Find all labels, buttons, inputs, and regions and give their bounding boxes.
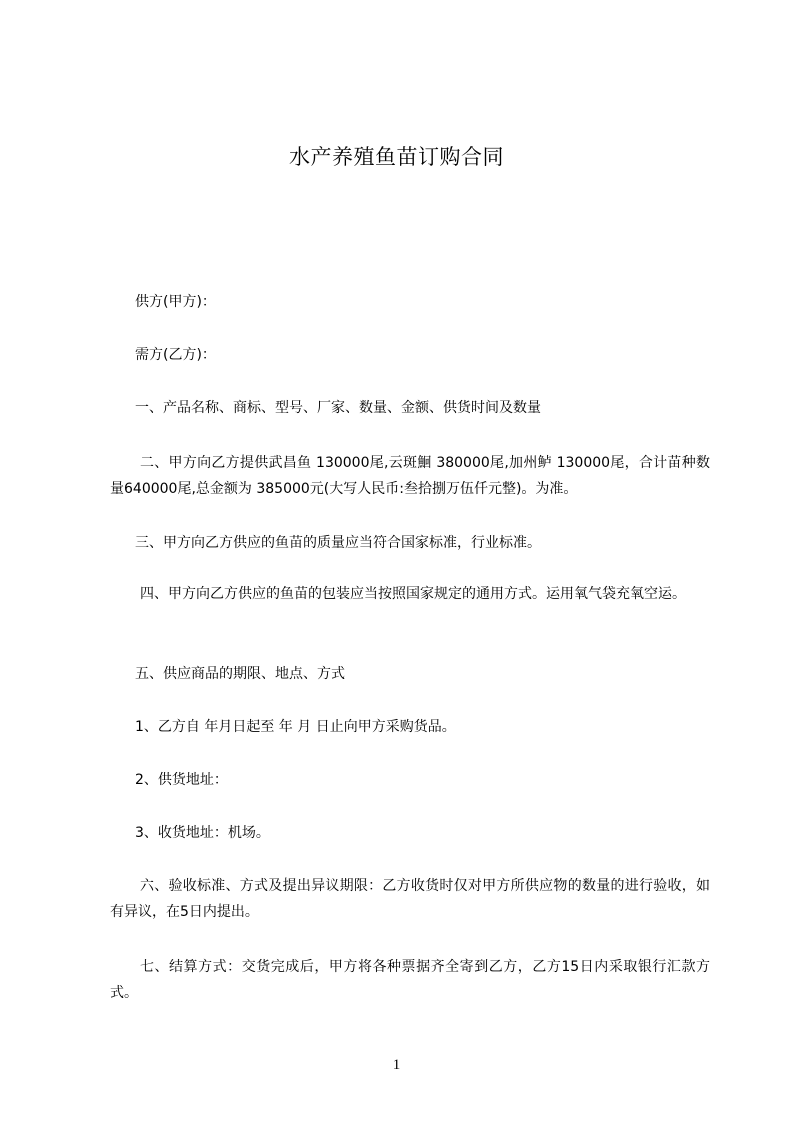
supplier-line: 供方(甲方)： [135, 294, 216, 310]
clause-5-item-3: 3、收货地址：机场。 [135, 825, 270, 841]
clause-6: 六、验收标准、方式及提出异议期限：乙方收货时仅对甲方所供应物的数量的进行验收，如有异议，在5日内提出。 [110, 878, 710, 920]
clause-2: 二、甲方向乙方提供武昌鱼 130000尾,云斑鮰 380000尾,加州鲈 130000尾，合计苗种数量640000尾,总金额为 385000元(大写人民币:叁拾捌万伍仟元整)。为准。 [110, 455, 710, 497]
clause-1: 一、产品名称、商标、型号、厂家、数量、金额、供货时间及数量 [135, 400, 541, 416]
clause-7: 七、结算方式：交货完成后，甲方将各种票据齐全寄到乙方，乙方15日内采取银行汇款方式。 [110, 959, 710, 1001]
document-title: 水产养殖鱼苗订购合同 [289, 145, 504, 169]
clause-5-item-2: 2、供货地址： [135, 772, 228, 788]
clause-5-item-1: 1、乙方自 年月日起至 年 月 日止向甲方采购货品。 [135, 719, 456, 735]
buyer-line: 需方(乙方)： [135, 347, 216, 363]
page-number: 1 [392, 1057, 401, 1073]
clause-3: 三、甲方向乙方供应的鱼苗的质量应当符合国家标准，行业标准。 [135, 535, 541, 551]
clause-4: 四、甲方向乙方供应的鱼苗的包装应当按照国家规定的通用方式。运用氧气袋充氧空运。 [140, 586, 686, 602]
clause-5: 五、供应商品的期限、地点、方式 [135, 666, 345, 682]
